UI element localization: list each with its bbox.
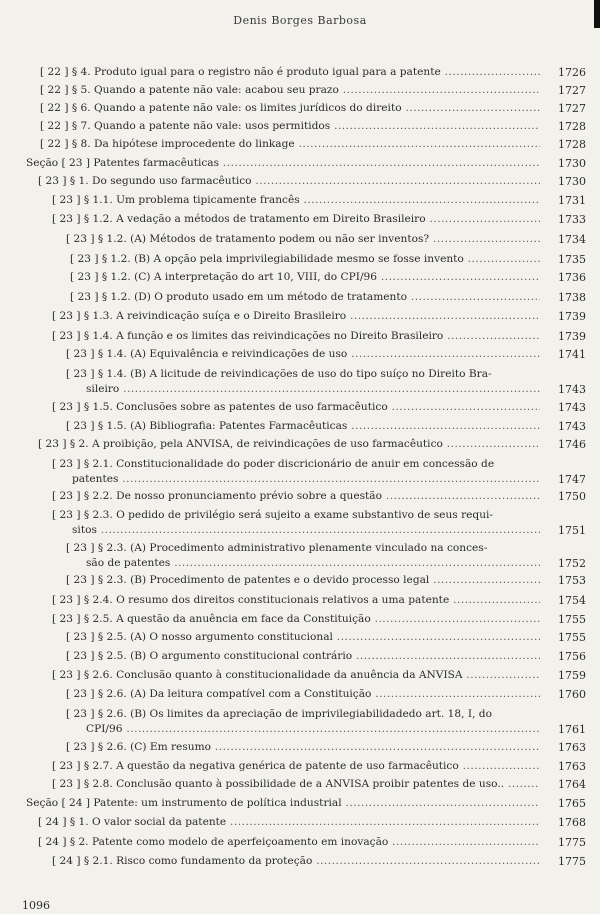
toc-entry-page: 1754	[558, 594, 586, 607]
toc-entry-title-continued: patentes .....	[72, 473, 540, 486]
toc-entry-page: 1768	[558, 816, 586, 829]
toc-entry-title: [ 23 ] § 1.2. (D) O produto usado em um método de tratamento .....	[70, 291, 540, 304]
toc-entry-page: 1756	[558, 650, 586, 663]
toc-entry-page: 1726	[558, 66, 586, 79]
toc-entry-title: [ 23 ] § 1.2. (C) A interpretação do art 10, VIII, do CPI/96 .....	[70, 271, 540, 284]
toc-entry-title: [ 22 ] § 4. Produto igual para o registro não é produto igual para a patente .....	[40, 66, 540, 79]
toc-entry-page: 1734	[558, 233, 586, 246]
toc-entry-page: 1728	[558, 138, 586, 151]
toc-entry-title: [ 23 ] § 2.5. A questão da anuência em face da Constituição .....	[52, 613, 540, 626]
toc-entry-title: [ 24 ] § 2. Patente como modelo de aperfeiçoamento em inovação .....	[38, 836, 540, 849]
toc-entry-title: [ 23 ] § 2.4. O resumo dos direitos constitucionais relativos a uma patente .....	[52, 594, 540, 607]
toc-entry-page: 1743	[558, 420, 586, 433]
toc-entry-page: 1727	[558, 102, 586, 115]
toc-entry-page: 1752	[558, 557, 586, 570]
toc-entry-page: 1730	[558, 157, 586, 170]
toc-entry-title: [ 23 ] § 2.6. (C) Em resumo .....	[66, 741, 540, 754]
toc-entry-title: [ 22 ] § 8. Da hipótese improcedente do linkage .....	[40, 138, 540, 151]
toc-entry-title-continued: são de patentes .....	[86, 557, 540, 570]
toc-entry-title: [ 23 ] § 2.3. O pedido de privilégio será sujeito a exame substantivo de seus requi-	[52, 509, 493, 521]
toc-entry-page: 1743	[558, 401, 586, 414]
toc-entry-page: 1738	[558, 291, 586, 304]
toc-entry-page: 1736	[558, 271, 586, 284]
toc-entry-title: [ 23 ] § 2.8. Conclusão quanto à possibilidade de a ANVISA proibir patentes de uso.. .....	[52, 778, 540, 791]
toc-entry-page: 1775	[558, 855, 586, 868]
toc-entry-title: [ 23 ] § 2.6. Conclusão quanto à constitucionalidade da anuência da ANVISA .....	[52, 669, 540, 682]
toc-entry-title: [ 23 ] § 2.3. (B) Procedimento de patentes e o devido processo legal .....	[66, 574, 540, 587]
toc-entry-page: 1755	[558, 613, 586, 626]
toc-entry-page: 1739	[558, 310, 586, 323]
toc-entry-title: [ 23 ] § 2. A proibição, pela ANVISA, de reivindicações de uso farmacêutico .....	[38, 438, 540, 451]
toc-entry-page: 1731	[558, 194, 586, 207]
toc-entry-title-continued: sitos .....	[72, 524, 540, 537]
toc-entry-page: 1755	[558, 631, 586, 644]
running-header: Denis Borges Barbosa	[233, 14, 367, 27]
toc-entry-title: Seção [ 23 ] Patentes farmacêuticas .....	[26, 157, 540, 170]
toc-entry-title: [ 24 ] § 2.1. Risco como fundamento da proteção .....	[52, 855, 540, 868]
toc-entry-page: 1763	[558, 741, 586, 754]
toc-entry-title: [ 22 ] § 5. Quando a patente não vale: acabou seu prazo .....	[40, 84, 540, 97]
toc-entry-page: 1775	[558, 836, 586, 849]
toc-entry-page: 1735	[558, 253, 586, 266]
toc-entry-page: 1746	[558, 438, 586, 451]
toc-entry-title: [ 23 ] § 1.4. (B) A licitude de reivindicações de uso do tipo suíço no Direito Bra-	[66, 368, 492, 380]
toc-entry-title: [ 23 ] § 1.5. (A) Bibliografia: Patentes Farmacêuticas .....	[66, 420, 540, 433]
toc-entry-title: Seção [ 24 ] Patente: um instrumento de política industrial .....	[26, 797, 540, 810]
toc-entry-title: [ 23 ] § 1.4. A função e os limites das reivindicações no Direito Brasileiro .....	[52, 330, 540, 343]
toc-entry-page: 1750	[558, 490, 586, 503]
toc-entry-title: [ 23 ] § 2.3. (A) Procedimento administrativo plenamente vinculado na conces-	[66, 542, 488, 554]
toc-entry-page: 1765	[558, 797, 586, 810]
toc-entry-title: [ 23 ] § 2.1. Constitucionalidade do poder discricionário de anuir em concessão de	[52, 458, 495, 470]
toc-entry-page: 1741	[558, 348, 586, 361]
toc-entry-title: [ 23 ] § 2.6. (A) Da leitura compatível com a Constituição .....	[66, 688, 540, 701]
toc-entry-page: 1730	[558, 175, 586, 188]
toc-entry-page: 1727	[558, 84, 586, 97]
toc-entry-page: 1747	[558, 473, 586, 486]
toc-entry-title: [ 23 ] § 1.2. (A) Métodos de tratamento podem ou não ser inventos? .....	[66, 233, 540, 246]
toc-entry-title: [ 22 ] § 6. Quando a patente não vale: os limites jurídicos do direito .....	[40, 102, 540, 115]
toc-entry-title: [ 23 ] § 2.5. (A) O nosso argumento constitucional .....	[66, 631, 540, 644]
toc-entry-page: 1733	[558, 213, 586, 226]
toc-entry-title: [ 23 ] § 2.2. De nosso pronunciamento prévio sobre a questão .....	[52, 490, 540, 503]
page-number: 1096	[22, 899, 50, 912]
toc-entry-title: [ 24 ] § 1. O valor social da patente .....	[38, 816, 540, 829]
toc-entry-title: [ 23 ] § 2.7. A questão da negativa genérica de patente de uso farmacêutico .....	[52, 760, 540, 773]
toc-entry-page: 1759	[558, 669, 586, 682]
toc-entry-title: [ 23 ] § 2.5. (B) O argumento constitucional contrário .....	[66, 650, 540, 663]
toc-entry-title: [ 23 ] § 2.6. (B) Os limites da apreciação de imprivilegiabilidadedo art. 18, I, do	[66, 708, 492, 720]
toc-entry-page: 1753	[558, 574, 586, 587]
toc-entry-title: [ 23 ] § 1.5. Conclusões sobre as patentes de uso farmacêutico .....	[52, 401, 540, 414]
toc-entry-title: [ 23 ] § 1.3. A reivindicação suíça e o Direito Brasileiro .....	[52, 310, 540, 323]
toc-entry-title: [ 23 ] § 1.2. (B) A opção pela imprivilegiabilidade mesmo se fosse invento .....	[70, 253, 540, 266]
toc-entry-page: 1743	[558, 383, 586, 396]
toc-entry-page: 1760	[558, 688, 586, 701]
toc-entry-page: 1763	[558, 760, 586, 773]
toc-entry-page: 1739	[558, 330, 586, 343]
toc-entry-title-continued: CPI/96 .....	[86, 723, 540, 736]
toc-entry-page: 1761	[558, 723, 586, 736]
toc-entry-title: [ 23 ] § 1.2. A vedação a métodos de tratamento em Direito Brasileiro .....	[52, 213, 540, 226]
toc-entry-page: 1728	[558, 120, 586, 133]
toc-entry-page: 1751	[558, 524, 586, 537]
toc-entry-title: [ 23 ] § 1.1. Um problema tipicamente francês .....	[52, 194, 540, 207]
toc-entry-title: [ 23 ] § 1.4. (A) Equivalência e reivindicações de uso .....	[66, 348, 540, 361]
toc-entry-title: [ 22 ] § 7. Quando a patente não vale: usos permitidos .....	[40, 120, 540, 133]
toc-entry-title: [ 23 ] § 1. Do segundo uso farmacêutico .....	[38, 175, 540, 188]
toc-entry-title-continued: sileiro .....	[86, 383, 540, 396]
toc-entry-page: 1764	[558, 778, 586, 791]
